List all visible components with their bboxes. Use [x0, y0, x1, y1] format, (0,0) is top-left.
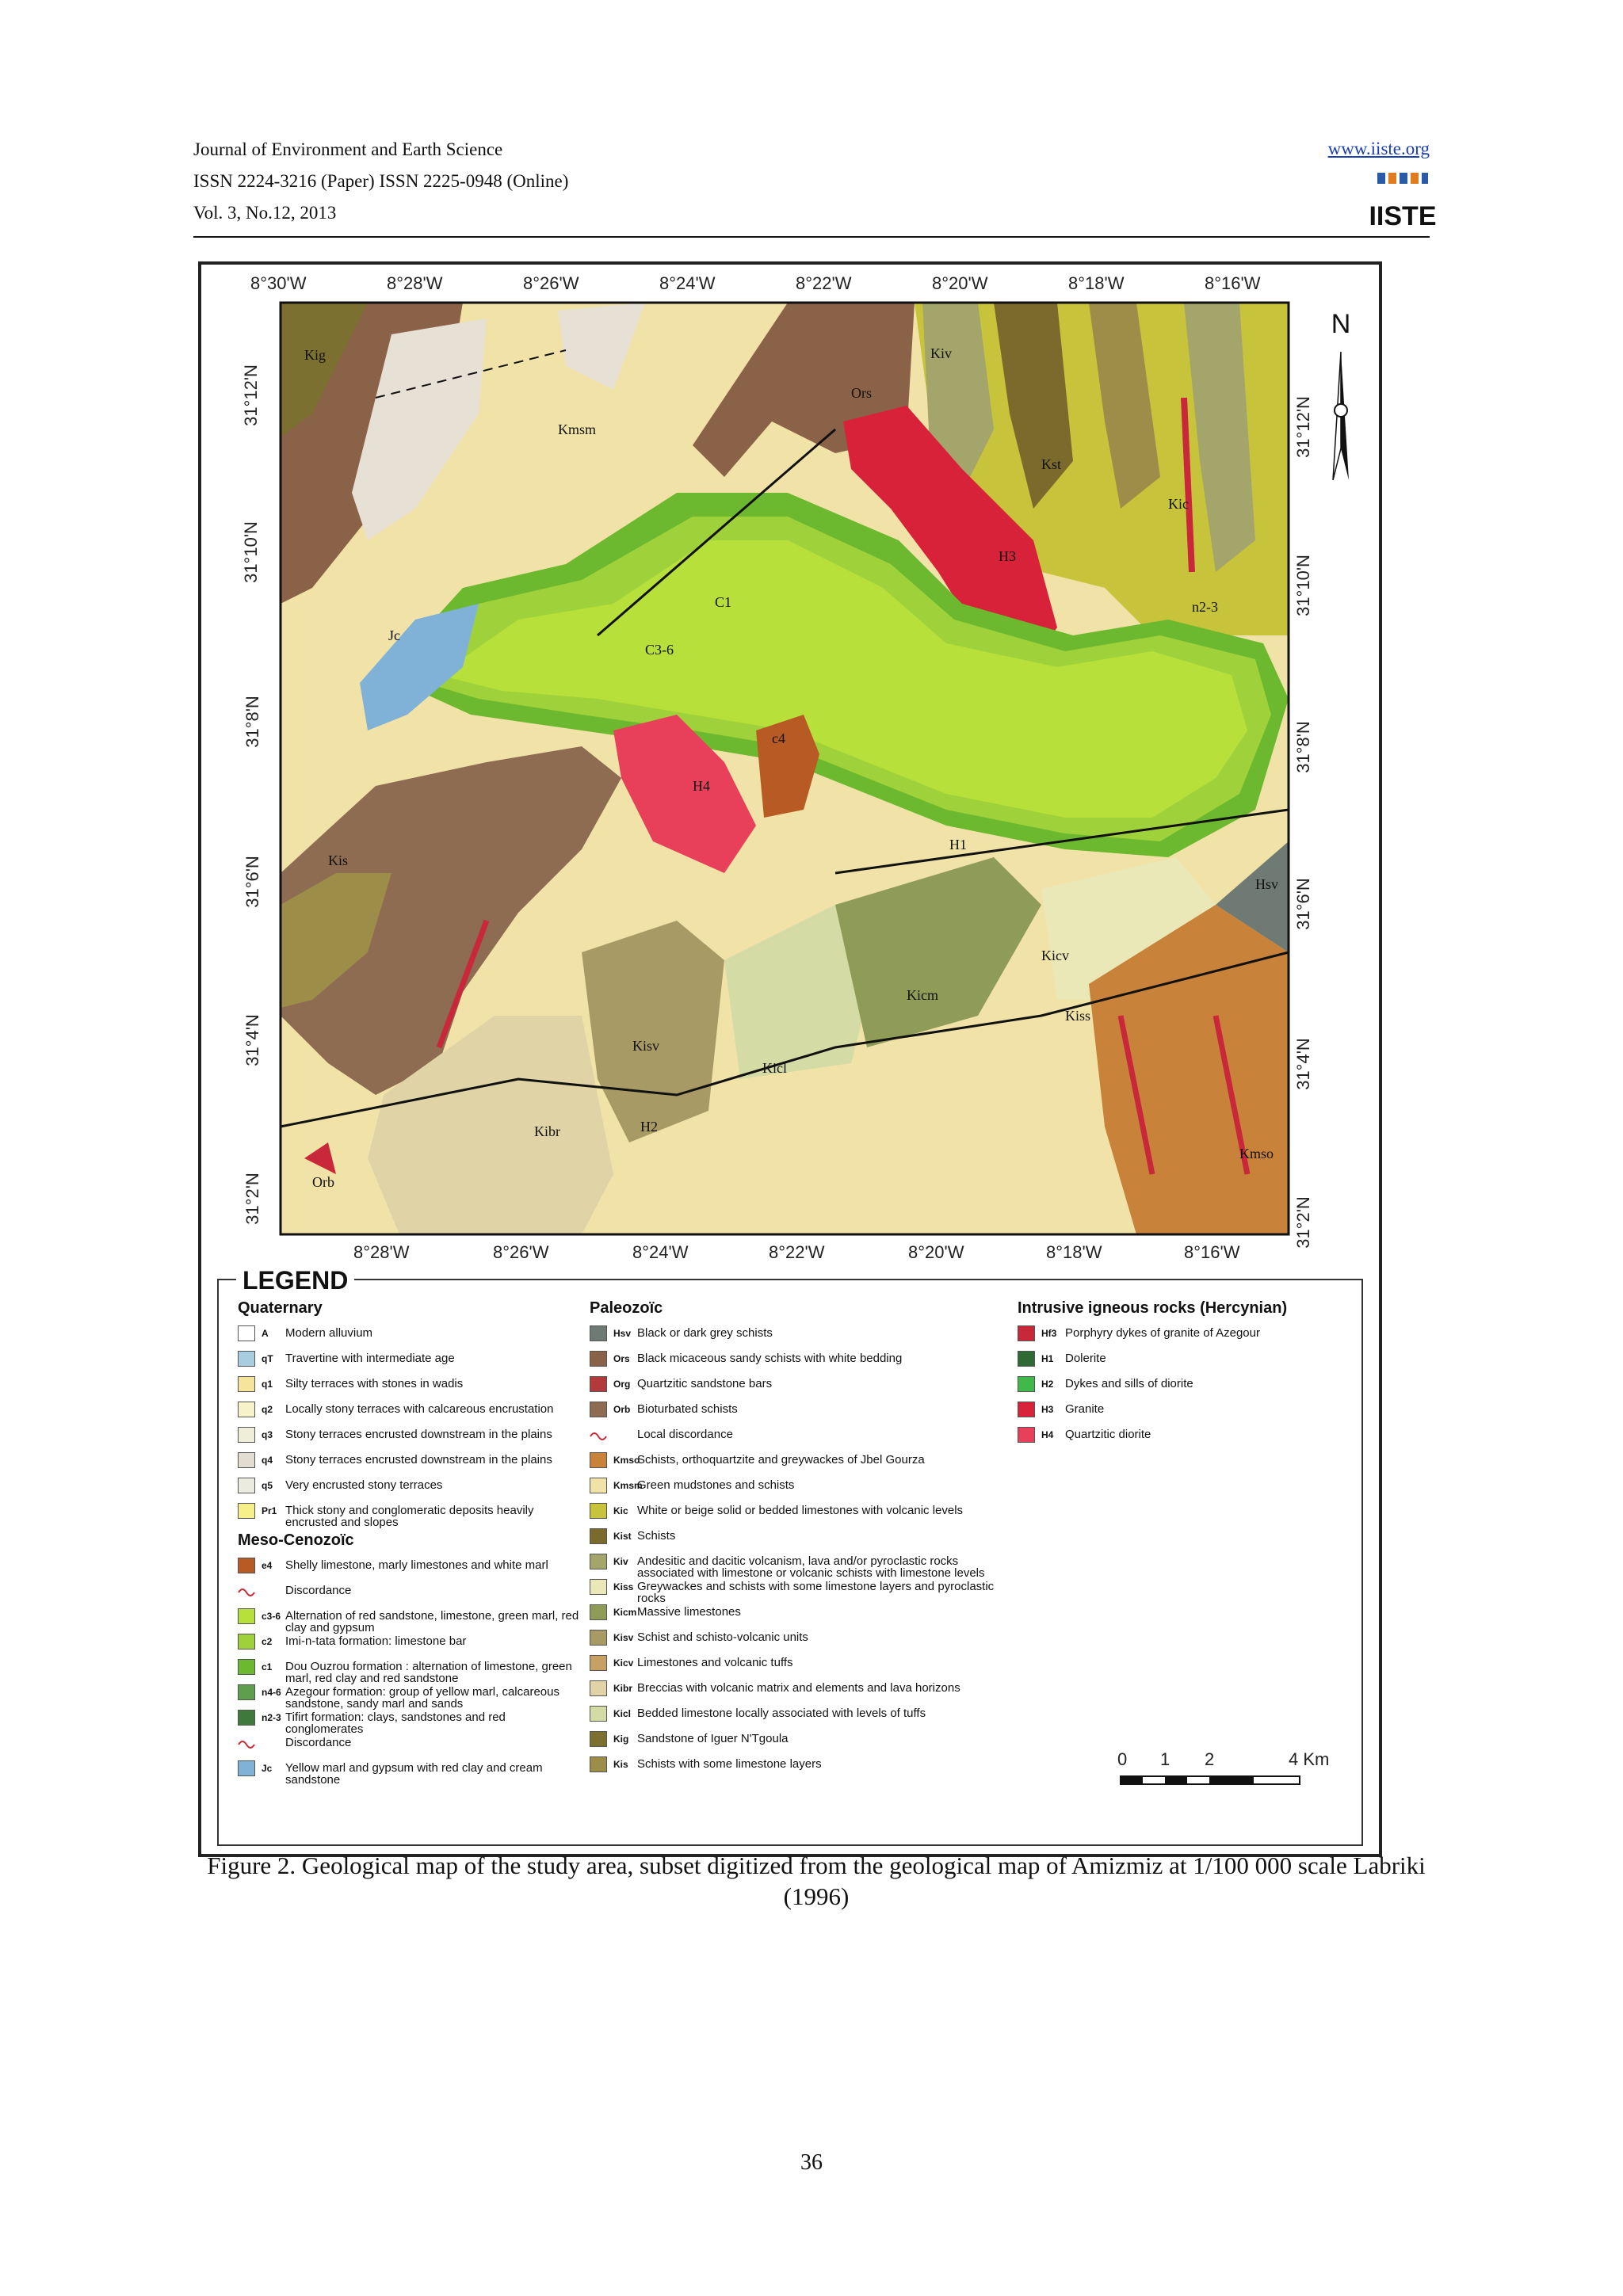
legend-code: e4	[262, 1560, 273, 1571]
legend-label: Shelly limestone, marly limestones and white marl	[285, 1558, 548, 1572]
legend-code: c3-6	[262, 1611, 281, 1622]
legend-label: White or beige solid or bedded limestones with volcanic levels	[637, 1504, 964, 1517]
legend-swatch	[1018, 1351, 1035, 1367]
left-tick: 31°12'N	[240, 364, 261, 426]
issn: ISSN 2224-3216 (Paper) ISSN 2225-0948 (Online)	[193, 171, 569, 191]
legend-item	[590, 1427, 1018, 1452]
map-label: Kicm	[907, 987, 938, 1003]
legend-code: Kicv	[613, 1657, 634, 1669]
legend-label: Travertine with intermediate age	[285, 1352, 455, 1365]
iiste-logo	[1369, 171, 1437, 231]
legend-code: Kist	[613, 1531, 632, 1542]
legend-code: H2	[1041, 1379, 1054, 1390]
map-label: Kmso	[1239, 1146, 1274, 1161]
top-tick: 8°18'W	[1068, 273, 1125, 293]
legend-swatch	[238, 1351, 255, 1367]
legend-label: Sandstone of Iguer N'Tgoula	[637, 1732, 789, 1745]
legend-code: H1	[1041, 1353, 1054, 1364]
header-rule	[193, 236, 1430, 238]
map-label: Kiss	[1065, 1008, 1091, 1024]
legend-label: Black or dark grey schists	[637, 1326, 773, 1340]
legend-label: Locally stony terraces with calcareous encrustation	[285, 1402, 554, 1416]
legend-heading: Meso-Cenozoïc	[238, 1531, 354, 1549]
legend-swatch	[590, 1554, 607, 1569]
figure-caption: Figure 2. Geological map of the study area, subset digitized from the geological map of Amizmiz at 1/100 000 scale Labriki (1996)	[207, 1852, 1426, 1910]
legend-label: Discordance	[285, 1584, 352, 1597]
left-tick: 31°8'N	[242, 696, 262, 748]
legend-code: n4-6	[262, 1687, 281, 1698]
legend-label: Black micaceous sandy schists with white bedding	[637, 1352, 903, 1365]
top-tick: 8°20'W	[932, 273, 988, 293]
bottom-tick: 8°28'W	[353, 1242, 410, 1262]
legend-label: Dykes and sills of diorite	[1065, 1377, 1193, 1390]
legend-label: Discordance	[285, 1736, 352, 1749]
bottom-tick: 8°16'W	[1184, 1242, 1240, 1262]
legend-code: n2-3	[262, 1712, 281, 1723]
top-tick: 8°24'W	[659, 273, 716, 293]
svg-text:N: N	[1331, 309, 1351, 339]
legend-item	[238, 1684, 586, 1710]
bottom-tick: 8°26'W	[493, 1242, 549, 1262]
legend-code: Pr1	[262, 1505, 277, 1516]
legend-code: q5	[262, 1480, 273, 1491]
legend-item	[590, 1579, 1018, 1604]
map-label: Orb	[312, 1174, 334, 1190]
legend-intrusive	[1018, 1299, 1350, 1452]
legend-item	[590, 1376, 1018, 1402]
legend-item	[1018, 1376, 1350, 1402]
legend-swatch	[590, 1706, 607, 1722]
legend-swatch	[1018, 1427, 1035, 1443]
legend-code: Hf3	[1041, 1328, 1057, 1339]
legend-heading: Intrusive igneous rocks (Hercynian)	[1018, 1299, 1288, 1317]
legend-title: LEGEND	[236, 1266, 354, 1295]
legend-item	[590, 1528, 1018, 1554]
map-label: Kig	[304, 347, 326, 363]
legend-item	[590, 1630, 1018, 1655]
legend-code: Orb	[613, 1404, 631, 1415]
legend-swatch	[238, 1760, 255, 1776]
right-tick: 31°12'N	[1293, 396, 1313, 458]
legend-item	[238, 1325, 586, 1351]
legend-swatch	[238, 1376, 255, 1392]
legend-swatch	[238, 1427, 255, 1443]
legend-label: Quartzitic diorite	[1065, 1428, 1151, 1441]
legend-swatch	[590, 1731, 607, 1747]
legend-swatch	[590, 1376, 607, 1392]
legend-item	[238, 1503, 586, 1528]
legend-item	[590, 1554, 1018, 1579]
legend-code: Kisv	[613, 1632, 634, 1643]
legend-item	[238, 1760, 586, 1786]
legend-item	[590, 1756, 1018, 1782]
legend-item	[238, 1351, 586, 1376]
bottom-tick: 8°22'W	[769, 1242, 825, 1262]
legend-swatch	[590, 1503, 607, 1519]
legend-swatch	[590, 1680, 607, 1696]
legend-swatch	[590, 1452, 607, 1468]
journal-title: Journal of Environment and Earth Science	[193, 139, 503, 159]
legend-label: Porphyry dykes of granite of Azegour	[1065, 1326, 1260, 1340]
legend-swatch	[238, 1710, 255, 1726]
legend-item	[1018, 1402, 1350, 1427]
left-tick: 31°4'N	[242, 1014, 262, 1066]
map-label: H2	[640, 1119, 658, 1135]
legend-item	[238, 1478, 586, 1503]
map-label: Kicl	[762, 1060, 787, 1076]
legend-label: Local discordance	[637, 1428, 733, 1441]
legend-label: Dolerite	[1065, 1352, 1106, 1365]
legend-swatch	[590, 1325, 607, 1341]
legend-code: c1	[262, 1661, 273, 1672]
map-label: Ors	[851, 385, 872, 401]
legend-swatch	[238, 1684, 255, 1700]
legend-swatch	[590, 1478, 607, 1493]
legend-swatch	[590, 1579, 607, 1595]
top-tick: 8°30'W	[250, 273, 307, 293]
legend-item	[238, 1634, 586, 1659]
map-label: Kicv	[1041, 948, 1069, 963]
legend-label: Green mudstones and schists	[637, 1478, 795, 1492]
legend-item	[238, 1376, 586, 1402]
legend-swatch	[590, 1351, 607, 1367]
legend-item	[590, 1604, 1018, 1630]
legend-swatch	[238, 1558, 255, 1573]
legend-label: Quartzitic sandstone bars	[637, 1377, 773, 1390]
right-tick: 31°10'N	[1293, 555, 1313, 616]
map-label: H3	[999, 548, 1016, 564]
legend-item	[238, 1427, 586, 1452]
legend-item	[238, 1452, 586, 1478]
right-tick: 31°8'N	[1293, 721, 1313, 773]
page-number: 36	[800, 2150, 823, 2175]
map-label: Kmsm	[558, 421, 597, 437]
legend-label: Limestones and volcanic tuffs	[637, 1656, 793, 1669]
discordance-icon	[590, 1427, 607, 1443]
right-tick: 31°4'N	[1293, 1038, 1313, 1090]
right-tick: 31°6'N	[1293, 878, 1313, 930]
map-label: Hsv	[1255, 876, 1279, 892]
legend-swatch	[238, 1452, 255, 1468]
volume: Vol. 3, No.12, 2013	[193, 203, 337, 223]
legend-label: Azegour formation: group of yellow marl, calcareous sandstone, sandy marl and sands	[285, 1685, 559, 1711]
legend-heading: Paleozoïc	[590, 1299, 663, 1317]
legend-quaternary	[238, 1299, 586, 1786]
scale-tick: 0	[1117, 1749, 1128, 1769]
bottom-tick: 8°18'W	[1046, 1242, 1102, 1262]
left-tick: 31°2'N	[242, 1173, 262, 1225]
scale-tick: 1	[1160, 1749, 1170, 1769]
scale-bar	[1117, 1749, 1331, 1797]
top-tick: 8°26'W	[523, 273, 579, 293]
legend-code: Org	[613, 1379, 631, 1390]
legend-item	[1018, 1427, 1350, 1452]
legend-code: Kmsm	[613, 1480, 643, 1491]
legend-item	[590, 1478, 1018, 1503]
map-label: Kisv	[632, 1038, 660, 1054]
legend-label: Imi-n-tata formation: limestone bar	[285, 1634, 467, 1648]
legend-code	[262, 1735, 285, 1737]
legend-item	[590, 1351, 1018, 1376]
legend-code: q3	[262, 1429, 273, 1440]
legend-code: A	[262, 1328, 269, 1339]
bottom-tick: 8°24'W	[632, 1242, 689, 1262]
map-label: Kiv	[930, 345, 952, 361]
legend-swatch	[590, 1655, 607, 1671]
top-tick: 8°22'W	[796, 273, 852, 293]
legend-label: Breccias with volcanic matrix and elements and lava horizons	[637, 1681, 960, 1695]
geological-map	[281, 303, 1289, 1234]
legend-paleozoic	[590, 1299, 1018, 1782]
legend-code: Kiv	[613, 1556, 628, 1567]
legend-item	[1018, 1351, 1350, 1376]
legend-item	[238, 1583, 586, 1608]
left-tick: 31°10'N	[240, 521, 261, 583]
legend-item	[590, 1680, 1018, 1706]
legend-swatch	[590, 1402, 607, 1417]
legend-swatch	[238, 1608, 255, 1624]
right-tick: 31°2'N	[1293, 1196, 1313, 1249]
legend-swatch	[590, 1630, 607, 1646]
legend-code: c2	[262, 1636, 273, 1647]
legend-label: Very encrusted stony terraces	[285, 1478, 443, 1492]
legend-label: Schists with some limestone layers	[637, 1757, 822, 1771]
legend-code	[613, 1427, 637, 1429]
legend-code: H3	[1041, 1404, 1054, 1415]
top-tick: 8°16'W	[1205, 273, 1261, 293]
legend-label: Dou Ouzrou formation : alternation of limestone, green marl, red clay and red sandstone	[285, 1660, 572, 1685]
legend-label: Stony terraces encrusted downstream in the plains	[285, 1428, 552, 1441]
website-link[interactable]: www.iiste.org	[1327, 139, 1430, 158]
legend-code: Kicl	[613, 1708, 632, 1719]
legend-item	[590, 1731, 1018, 1756]
map-label: H4	[693, 778, 710, 794]
top-tick: 8°28'W	[387, 273, 443, 293]
map-label: Kis	[328, 852, 349, 868]
legend-code: qT	[262, 1353, 273, 1364]
legend-item	[590, 1503, 1018, 1528]
bottom-tick: 8°20'W	[908, 1242, 964, 1262]
legend-swatch	[238, 1402, 255, 1417]
legend-code: Kic	[613, 1505, 628, 1516]
legend-item	[590, 1655, 1018, 1680]
scale-tick: 2	[1205, 1749, 1215, 1769]
legend-code: Hsv	[613, 1328, 632, 1339]
legend-label: Granite	[1065, 1402, 1105, 1416]
legend-item	[590, 1402, 1018, 1427]
legend-item	[238, 1558, 586, 1583]
legend-label: Andesitic and dacitic volcanism, lava and/or pyroclastic rocks associated with limestone or volcanic schists with limestone levels	[637, 1554, 985, 1580]
north-arrow-icon	[1322, 306, 1360, 485]
map-label: Jc	[388, 627, 400, 643]
legend-item	[590, 1452, 1018, 1478]
map-label: C3-6	[645, 642, 674, 658]
legend-label: Schist and schisto-volcanic units	[637, 1630, 808, 1644]
legend-code: Ors	[613, 1353, 630, 1364]
legend-code: q1	[262, 1379, 273, 1390]
legend-item	[238, 1659, 586, 1684]
legend-item	[590, 1706, 1018, 1731]
legend-item	[1018, 1325, 1350, 1351]
legend-label: Greywackes and schists with some limestone layers and pyroclastic rocks	[637, 1580, 995, 1605]
legend-code	[262, 1583, 285, 1585]
legend-swatch	[590, 1604, 607, 1620]
legend-code: H4	[1041, 1429, 1054, 1440]
legend-code: q2	[262, 1404, 273, 1415]
legend-swatch	[1018, 1376, 1035, 1392]
legend-item	[238, 1735, 586, 1760]
legend-swatch	[1018, 1402, 1035, 1417]
legend-label: Schists, orthoquartzite and greywackes of Jbel Gourza	[637, 1453, 925, 1466]
legend-code: Kmso	[613, 1455, 640, 1466]
svg-text:IISTE: IISTE	[1369, 201, 1437, 231]
legend-item	[238, 1608, 586, 1634]
legend-item	[590, 1325, 1018, 1351]
map-label: H1	[949, 837, 967, 852]
legend-label: Alternation of red sandstone, limestone, green marl, red clay and gypsum	[285, 1609, 579, 1634]
map-label: Kst	[1041, 456, 1062, 472]
legend-swatch	[238, 1659, 255, 1675]
legend-swatch	[238, 1503, 255, 1519]
map-label: n2-3	[1192, 599, 1218, 615]
legend-label: Massive limestones	[637, 1605, 741, 1619]
legend-item	[238, 1710, 586, 1735]
legend-label: Tifirt formation: clays, sandstones and red conglomerates	[285, 1711, 506, 1736]
legend-code: Kis	[613, 1759, 628, 1770]
legend-code: Jc	[262, 1763, 273, 1774]
map-label: Kic	[1168, 496, 1189, 512]
legend-label: Stony terraces encrusted downstream in the plains	[285, 1453, 552, 1466]
legend-label: Bioturbated schists	[637, 1402, 738, 1416]
legend-label: Thick stony and conglomeratic deposits heavily encrusted and slopes	[285, 1504, 534, 1529]
discordance-icon	[238, 1735, 255, 1751]
map-label: c4	[772, 730, 785, 746]
scale-tick: 4 Km	[1289, 1749, 1330, 1769]
legend-swatch	[238, 1325, 255, 1341]
legend-swatch	[238, 1634, 255, 1650]
legend-swatch	[238, 1478, 255, 1493]
legend-label: Yellow marl and gypsum with red clay and cream sandstone	[285, 1761, 543, 1787]
legend-label: Bedded limestone locally associated with levels of tuffs	[637, 1707, 926, 1720]
legend-code: q4	[262, 1455, 273, 1466]
legend-code: Kicm	[613, 1607, 637, 1618]
left-tick: 31°6'N	[242, 856, 262, 908]
map-label: C1	[715, 594, 732, 610]
legend-code: Kiss	[613, 1581, 634, 1592]
legend-code: Kibr	[613, 1683, 632, 1694]
legend-label: Silty terraces with stones in wadis	[285, 1377, 464, 1390]
legend-item	[238, 1402, 586, 1427]
map-label: Kibr	[534, 1123, 560, 1139]
legend-label: Schists	[637, 1529, 676, 1543]
legend-code: Kig	[613, 1733, 629, 1745]
legend-label: Modern alluvium	[285, 1326, 373, 1340]
discordance-icon	[238, 1583, 255, 1599]
legend-swatch	[590, 1528, 607, 1544]
legend-heading: Quaternary	[238, 1299, 323, 1317]
legend-swatch	[590, 1756, 607, 1772]
legend-swatch	[1018, 1325, 1035, 1341]
